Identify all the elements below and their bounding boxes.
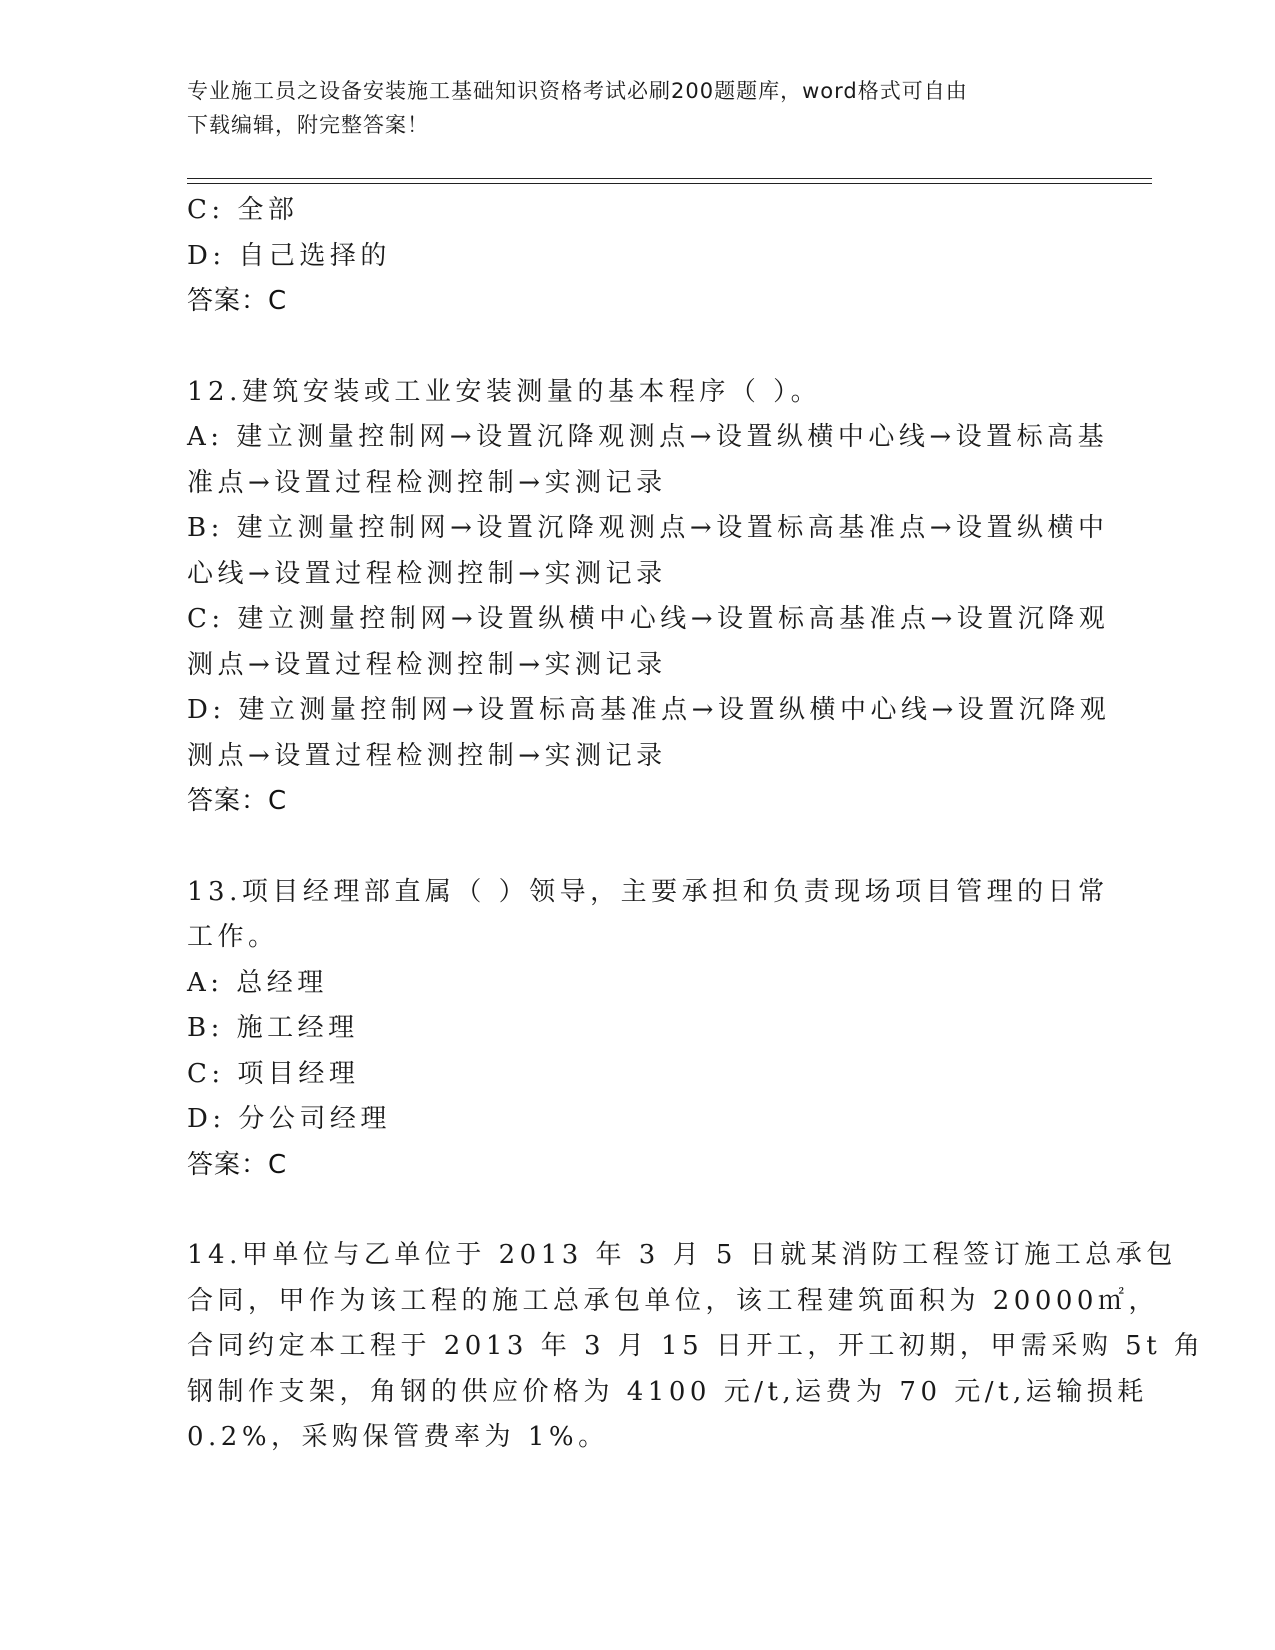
question-title: 12.建筑安装或工业安装测量的基本程序（ ）。 <box>187 376 822 407</box>
option-d: D: 分公司经理 <box>187 1104 391 1134</box>
option-a: A: 总经理 <box>187 967 328 998</box>
previous-question-tail <box>187 188 1087 325</box>
option-b-continued: 心线→设置过程检测控制→实测记录 <box>187 558 667 589</box>
question-title: 13.项目经理部直属（ ）领导，主要承担和负责现场项目管理的日常 <box>187 876 1109 907</box>
option-c: C: 项目经理 <box>187 1058 360 1089</box>
option-b: B: 施工经理 <box>187 1013 359 1043</box>
question-text-line-2: 合同，甲作为该工程的施工总承包单位，该工程建筑面积为 20000㎡， <box>187 1285 1159 1316</box>
answer-line: 答案：C <box>187 1149 288 1180</box>
question-12 <box>187 370 1111 825</box>
option-d: D: 自己选择的 <box>187 240 391 271</box>
question-text-line-3: 合同约定本工程于 2013 年 3 月 15 日开工，开工初期，甲需采购 5t 角 <box>187 1331 1205 1361</box>
spacer <box>187 325 1087 370</box>
answer-line: 答案：C <box>187 286 288 316</box>
header-line-1: 专业施工员之设备安装施工基础知识资格考试必刷200题题库，word格式可自由 <box>187 79 968 103</box>
option-b: B: 建立测量控制网→设置沉降观测点→设置标高基准点→设置纵横中 <box>187 513 1109 543</box>
question-text-line-4: 钢制作支架，角钢的供应价格为 4100 元/t,运费为 70 元/t,运输损耗 <box>187 1376 1148 1407</box>
option-c: C: 全部 <box>187 195 299 225</box>
header-divider-top <box>187 178 1152 179</box>
question-14 <box>187 1233 1205 1461</box>
option-a: A: 建立测量控制网→设置沉降观测点→设置纵横中心线→设置标高基 <box>187 422 1109 452</box>
option-d: D: 建立测量控制网→设置标高基准点→设置纵横中心线→设置沉降观 <box>187 695 1111 725</box>
question-content <box>187 188 1205 1461</box>
header-line-2: 下载编辑，附完整答案！ <box>187 113 429 137</box>
header-divider-bottom <box>187 183 1152 184</box>
option-c-continued: 测点→设置过程检测控制→实测记录 <box>187 649 667 680</box>
spacer <box>187 1188 1087 1233</box>
question-13 <box>187 870 1109 1189</box>
option-c: C: 建立测量控制网→设置纵横中心线→设置标高基准点→设置沉降观 <box>187 604 1110 634</box>
spacer <box>187 825 1087 870</box>
question-text-line-5: 0.2%，采购保管费率为 1%。 <box>187 1422 609 1452</box>
page-header <box>187 74 1067 142</box>
question-title-continued: 工作。 <box>187 922 279 952</box>
option-d-continued: 测点→设置过程检测控制→实测记录 <box>187 740 667 771</box>
option-a-continued: 准点→设置过程检测控制→实测记录 <box>187 467 667 498</box>
question-text-line-1: 14.甲单位与乙单位于 2013 年 3 月 5 日就某消防工程签订施工总承包 <box>187 1240 1177 1270</box>
answer-line: 答案：C <box>187 786 288 816</box>
